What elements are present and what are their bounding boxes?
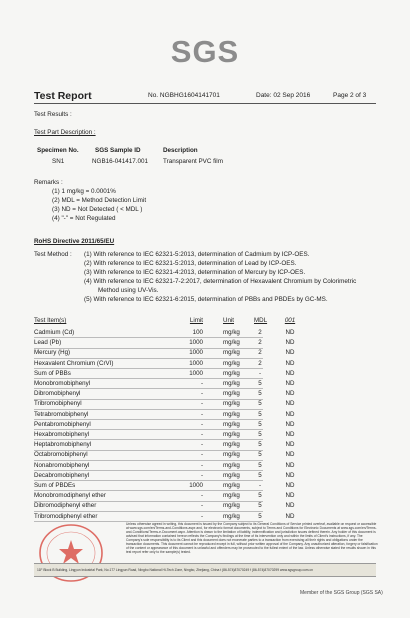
cell-limit: 100 (192, 329, 203, 336)
cell-unit: mg/kg (223, 339, 240, 347)
cell-mdl: 5 (258, 441, 262, 449)
cell-limit: - (200, 410, 203, 418)
cell-result: ND (285, 502, 295, 510)
cell-item: Heptabromobiphenyl (34, 441, 92, 449)
test-part-description-label: Test Part Description : (34, 129, 96, 136)
cell-limit: 1000 (189, 359, 203, 367)
cell-unit: mg/kg (223, 431, 240, 438)
cell-limit: - (200, 471, 203, 479)
cell-limit: 1000 (189, 349, 203, 357)
cell-item: Monobromobiphenyl (34, 380, 91, 387)
cell-result: ND (285, 380, 295, 387)
col-header-unit: Unit (223, 317, 235, 324)
cell-mdl: 5 (258, 512, 262, 520)
test-method-line: (1) With reference to IEC 62321-5:2013, determination of Cadmium by ICP-OES. (84, 251, 310, 258)
cell-mdl: 2 (258, 349, 262, 357)
cell-result: ND (285, 359, 295, 367)
cell-item: Tribromodiphenyl ether (34, 512, 98, 520)
remark-item: (3) ND = Not Detected ( < MDL ) (52, 206, 143, 213)
cell-mdl: 5 (258, 380, 262, 387)
specimen-description: Transparent PVC film (163, 158, 223, 165)
specimen-header-no: Specimen No. (37, 147, 79, 154)
cell-item: Hexabromobiphenyl (34, 431, 90, 438)
cell-item: Cadmium (Cd) (34, 329, 75, 336)
cell-result: ND (285, 339, 295, 347)
cell-mdl: 2 (258, 359, 262, 367)
cell-unit: mg/kg (223, 349, 240, 357)
cell-limit: - (200, 441, 203, 449)
cell-mdl: - (258, 482, 262, 489)
cell-result: ND (285, 482, 295, 489)
cell-limit: - (200, 431, 203, 438)
cell-item: Dibromobiphenyl (34, 390, 81, 398)
cell-result: ND (285, 451, 295, 459)
cell-mdl: 5 (258, 420, 262, 428)
cell-limit: - (200, 461, 203, 469)
specimen-sample-id: NGB16-041417.001 (92, 158, 149, 165)
test-method-line: (3) With reference to IEC 62321-4:2013, determination of Mercury by ICP-OES. (84, 269, 306, 276)
cell-result: ND (285, 431, 295, 438)
remarks-label: Remarks : (34, 179, 63, 186)
specimen-no: SN1 (52, 158, 65, 165)
page-number: Page 2 of 3 (333, 92, 367, 99)
cell-item: Decabromobiphenyl (34, 471, 90, 479)
cell-unit: mg/kg (223, 369, 240, 377)
cell-limit: 1000 (189, 339, 203, 347)
member-of-sgs: Member of the SGS Group (SGS SA) (300, 590, 383, 596)
cell-result: ND (285, 512, 295, 520)
cell-unit: mg/kg (223, 451, 240, 459)
cell-mdl: - (258, 369, 262, 377)
cell-result: ND (285, 329, 295, 336)
cell-item: Tribromobiphenyl (34, 400, 82, 408)
directive-heading: RoHS Directive 2011/65/EU (34, 238, 115, 245)
col-header-result: 001 (284, 317, 296, 324)
cell-unit: mg/kg (223, 471, 240, 479)
cell-mdl: 5 (258, 400, 262, 408)
cell-unit: mg/kg (223, 400, 240, 408)
cell-result: ND (285, 471, 295, 479)
cell-mdl: 5 (258, 451, 262, 459)
cell-limit: - (200, 492, 203, 500)
cell-item: Tetrabromobiphenyl (34, 410, 89, 418)
cell-item: Lead (Pb) (34, 339, 62, 347)
cell-result: ND (285, 400, 295, 408)
test-results-label: Test Results : (34, 111, 72, 118)
cell-unit: mg/kg (223, 441, 240, 449)
cell-mdl: 2 (258, 329, 262, 336)
cell-mdl: 5 (258, 431, 262, 438)
cell-item: Hexavalent Chromium (CrVI) (34, 359, 114, 367)
cell-item: Pentabromobiphenyl (34, 420, 91, 428)
cell-limit: 1000 (189, 482, 203, 489)
cell-limit: - (200, 512, 203, 520)
footer-disclaimer: Unless otherwise agreed in writing, this document is issued by the Company subject to its General Conditions of Service printed overleaf, available on request or accessible at www.sgs.com/en/Terms-and-Conditions.aspx and, for electronic format documents, subject to Terms and Conditions for Electronic Documents at www.sgs.com/en/Terms-and-Conditions/Terms-e-Document.aspx. Attention is drawn to the limitation of liability, indemnification and jurisdiction issues defined therein. Any holder of this document is advised that information contained hereon reflects the Company's findings at the time of its intervention only and within the limits of Client's instructions, if any. The Company's sole responsibility is to its Client and this document does not exonerate parties to a transaction from exercising all their rights and obligations under the transaction documents. This document cannot be reproduced except in full, without prior written approval of the Company. Any unauthorized alteration, forgery or falsification of the content or appearance of this document is unlawful and offenders may be prosecuted to the fullest extent of the law. Unless otherwise stated the results shown in this test report refer only to the sample(s) tested. (126, 522, 378, 554)
col-header-limit: Limit (189, 317, 203, 324)
report-title: Test Report (34, 90, 92, 102)
cell-unit: mg/kg (223, 420, 240, 428)
test-method-line: Method using UV-Vis. (98, 287, 159, 294)
cell-result: ND (285, 390, 295, 398)
cell-limit: - (200, 502, 203, 510)
cell-result: ND (285, 461, 295, 469)
cell-unit: mg/kg (223, 482, 240, 489)
specimen-header-sample-id: SGS Sample ID (95, 147, 141, 154)
cell-result: ND (285, 420, 295, 428)
results-table-header (34, 317, 376, 327)
cell-mdl: 5 (258, 390, 262, 398)
cell-unit: mg/kg (223, 390, 240, 398)
cell-item: Sum of PBBs (34, 369, 71, 377)
report-number: No. NGBHG1604141701 (148, 92, 220, 99)
cell-unit: mg/kg (223, 492, 240, 500)
cell-result: ND (285, 492, 295, 500)
cell-item: Octabromobiphenyl (34, 451, 88, 459)
remark-item: (4) "-" = Not Regulated (52, 215, 116, 222)
footer-address: 11F Block B Building, Lingyun Industrial Park, No.177 Lingyun Road, Ningbo National Hi-Tech Zone, Ningbo, Zhejiang, China t (86-574)87070249 f (86-574)87070299 www.sgsgroup.com.cn (37, 567, 313, 572)
cell-mdl: 5 (258, 410, 262, 418)
cell-limit: - (200, 400, 203, 408)
specimen-header-description: Description (163, 147, 198, 154)
cell-result: ND (285, 349, 295, 357)
cell-result: ND (285, 441, 295, 449)
cell-unit: mg/kg (223, 380, 240, 387)
cell-limit: - (200, 380, 203, 387)
cell-unit: mg/kg (223, 410, 240, 418)
test-method-line: (5) With reference to IEC 62321-6:2015, determination of PBBs and PBDEs by GC-MS. (84, 296, 328, 303)
cell-item: Mercury (Hg) (34, 349, 71, 357)
test-method-label: Test Method : (34, 251, 72, 258)
cell-unit: mg/kg (223, 502, 240, 510)
col-header-mdl: MDL (254, 317, 268, 324)
footer-address-band (34, 563, 376, 577)
cell-mdl: 5 (258, 492, 262, 500)
cell-item: Nonabromobiphenyl (34, 461, 90, 469)
cell-mdl: 5 (258, 471, 262, 479)
cell-unit: mg/kg (223, 329, 240, 336)
cell-item: Monobromodiphenyl ether (34, 492, 106, 500)
cell-unit: mg/kg (223, 512, 240, 520)
test-method-line: (4) With reference to IEC 62321-7-2:2017, determination of Hexavalent Chromium by Colorimetric (84, 278, 357, 285)
cell-unit: mg/kg (223, 359, 240, 367)
report-date: Date: 02 Sep 2016 (256, 92, 311, 99)
cell-limit: - (200, 451, 203, 459)
col-header-item: Test Item(s) (34, 317, 67, 324)
cell-result: ND (285, 369, 295, 377)
cell-mdl: 2 (258, 339, 262, 347)
cell-unit: mg/kg (223, 461, 240, 469)
cell-limit: - (200, 420, 203, 428)
cell-result: ND (285, 410, 295, 418)
remark-item: (2) MDL = Method Detection Limit (52, 197, 147, 204)
remark-item: (1) 1 mg/kg = 0.0001% (52, 188, 116, 195)
cell-item: Dibromodiphenyl ether (34, 502, 97, 510)
test-method-line: (2) With reference to IEC 62321-5:2013, determination of Lead by ICP-OES. (84, 260, 297, 267)
cell-item: Sum of PBDEs (34, 482, 76, 489)
cell-limit: - (200, 390, 203, 398)
sgs-logo: SGS (170, 34, 240, 69)
cell-limit: 1000 (189, 369, 203, 377)
header-divider (34, 103, 376, 104)
cell-mdl: 5 (258, 502, 262, 510)
cell-mdl: 5 (258, 461, 262, 469)
